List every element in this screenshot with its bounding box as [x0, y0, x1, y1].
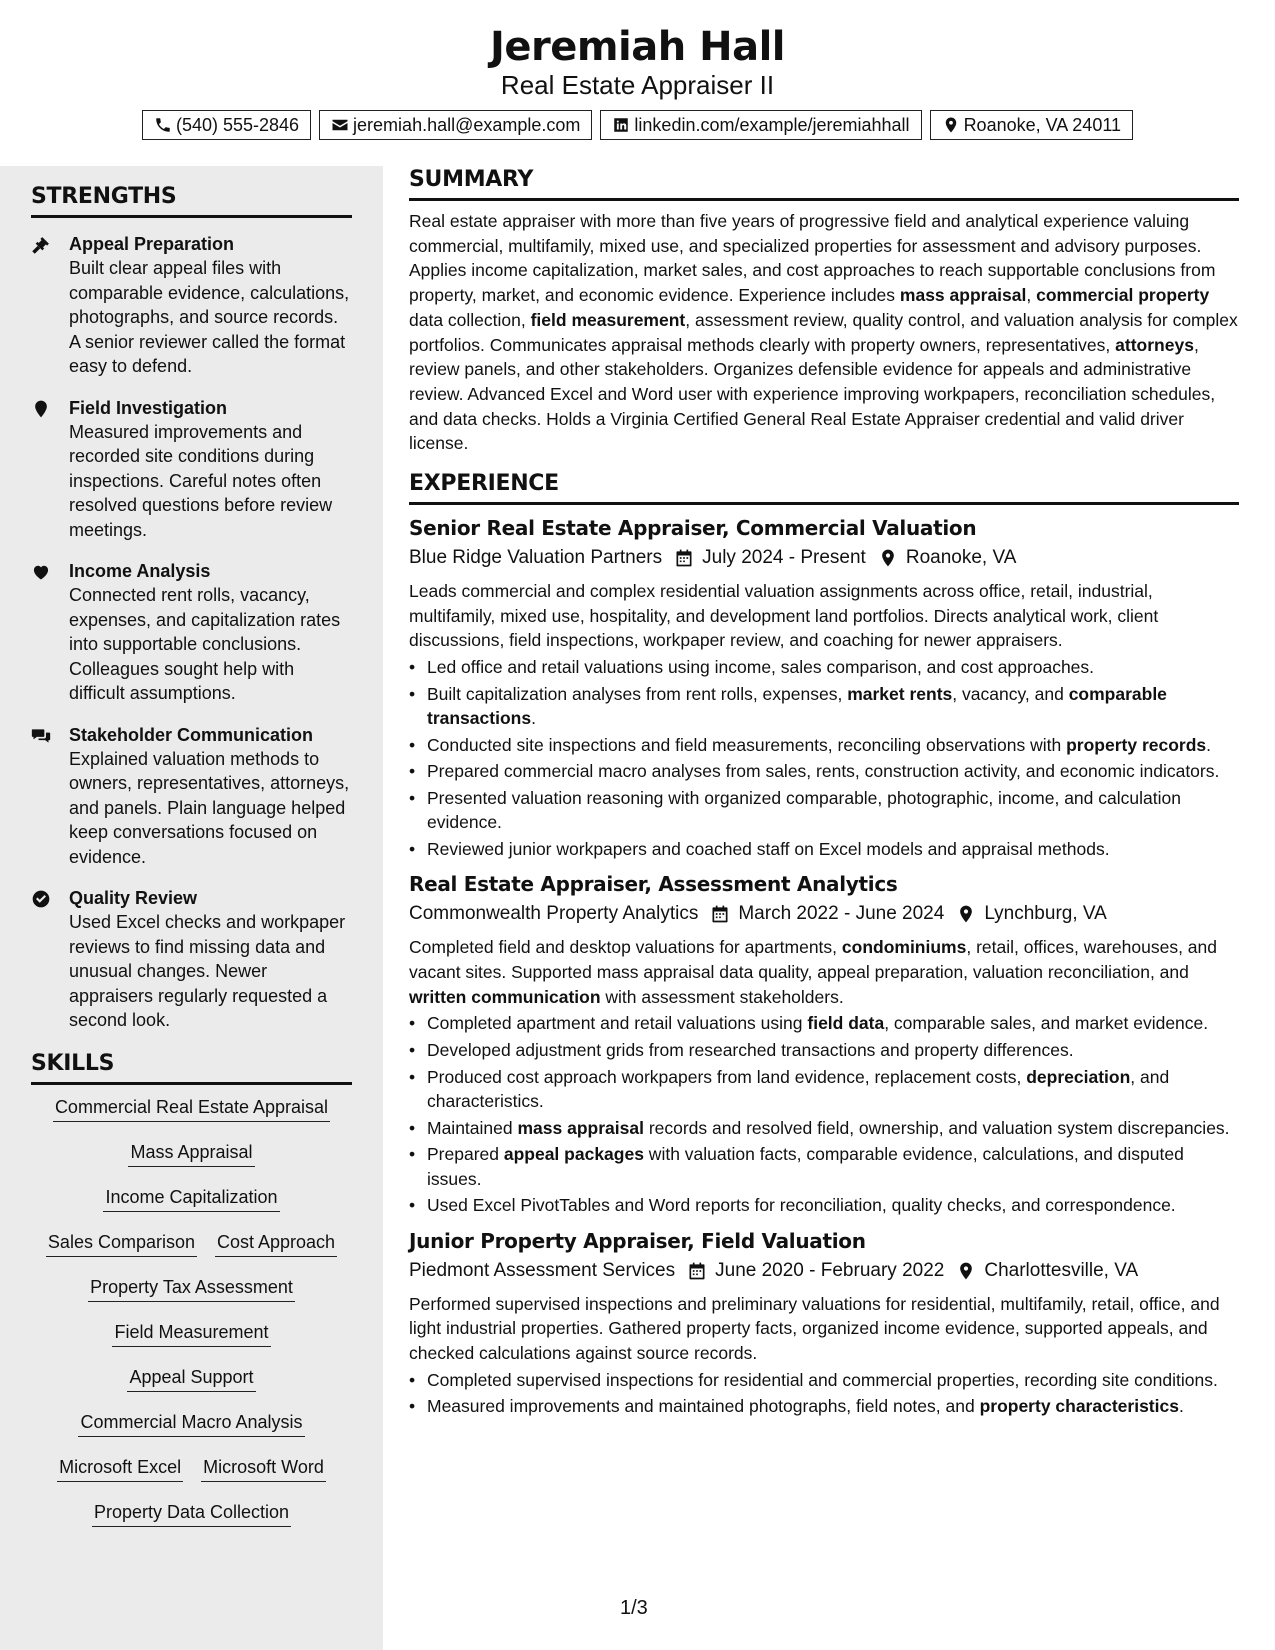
skill-tag: Cost Approach: [215, 1230, 337, 1257]
text-run: Built capitalization analyses from rent rolls, expenses,: [427, 683, 848, 704]
skills-heading: SKILLS: [31, 1050, 352, 1085]
text-run: Conducted site inspections and field measurements, reconciling observations with: [427, 734, 1067, 755]
skill-row: [31, 1275, 352, 1320]
bullet-item: [409, 837, 1239, 861]
map-marker-icon: [878, 548, 898, 568]
contact-linkedin[interactable]: [600, 110, 921, 140]
strength-item: [31, 886, 352, 1033]
job-entry: [409, 513, 1239, 861]
map-marker-icon: [956, 1261, 976, 1281]
job-description: [409, 935, 1239, 1009]
bold-keyword: commercial property: [1036, 285, 1210, 306]
summary-heading: SUMMARY: [409, 166, 1239, 201]
text-run: .: [531, 708, 536, 729]
job-entry: [409, 1226, 1239, 1419]
text-run: Real estate appraiser with more than five years of progressive field and analytical experience valuing commercial, multifamily, mixed use, and specialized properties for assessment and advisory purposes. Applies income capitalization, market sales, and cost approaches to reach supportable conclusions from property, market, and economic evidence. Experience includes: [409, 211, 1216, 306]
text-run: Reviewed junior workpapers and coached staff on Excel models and appraisal methods.: [427, 839, 1110, 860]
experience-heading: EXPERIENCE: [409, 470, 1239, 505]
bullet-item: [409, 1116, 1239, 1140]
job-meta: [409, 1256, 1239, 1286]
text-run: Maintained: [427, 1117, 518, 1138]
strength-title: Field Investigation: [69, 397, 228, 418]
skill-tag: Appeal Support: [127, 1365, 255, 1392]
strength-title: Stakeholder Communication: [69, 724, 314, 745]
phone-text: (540) 555-2846: [175, 115, 300, 135]
skill-row: [31, 1455, 352, 1500]
text-run: Prepared: [427, 1144, 504, 1165]
job-entry: [409, 869, 1239, 1217]
skill-row: [31, 1410, 352, 1455]
bold-keyword: property characteristics: [979, 1396, 1179, 1417]
strength-desc: Connected rent rolls, vacancy, expenses, and capitalization rates into supportable conclusions. Colleagues sought help with difficult assumptions.: [69, 585, 341, 703]
skill-tag: Property Tax Assessment: [88, 1275, 295, 1302]
job-bullets: [409, 1368, 1239, 1419]
job-description: [409, 1292, 1239, 1366]
job-location: Roanoke, VA: [905, 547, 1017, 569]
bullet-item: [409, 1065, 1239, 1113]
skill-tag: Income Capitalization: [103, 1185, 279, 1212]
bold-keyword: depreciation: [1026, 1066, 1131, 1087]
check-circle-icon: [31, 889, 51, 909]
strength-desc: Built clear appeal files with comparable evidence, calculations, photographs, and source records. A senior reviewer called the format easy to defend.: [69, 258, 350, 376]
bullet-item: [409, 1038, 1239, 1062]
contact-phone[interactable]: [142, 110, 311, 140]
strength-desc: Explained valuation methods to owners, representatives, attorneys, and panels. Plain language helped keep conversations focused on evidence.: [69, 748, 350, 867]
job-title: Senior Real Estate Appraiser, Commercial Valuation: [409, 516, 977, 541]
text-run: .: [1178, 1396, 1184, 1417]
strength-item: [31, 396, 352, 543]
job-bullets: [409, 655, 1239, 861]
text-run: , retail, offices, warehouses, and vacant sites. Supported mass appraisal data quality, appeal preparation, valuation reconciliation, and: [409, 937, 1217, 982]
candidate-title: Real Estate Appraiser II: [500, 70, 775, 100]
calendar-icon: [710, 904, 730, 924]
sidebar: [0, 166, 383, 1650]
bullet-item: [409, 1011, 1239, 1035]
bold-keyword: written communication: [409, 986, 601, 1007]
skill-tag: Microsoft Word: [201, 1455, 326, 1482]
job-bullets: [409, 1011, 1239, 1217]
text-run: Measured improvements and maintained photographs, field notes, and: [427, 1396, 980, 1417]
map-marker-icon: [956, 904, 976, 924]
job-dates: June 2020 - February 2022: [715, 1259, 945, 1281]
bullet-item: [409, 682, 1239, 730]
comments-icon: [31, 726, 51, 746]
contact-bar: [0, 110, 1275, 140]
heart-icon: [31, 562, 51, 582]
text-run: Presented valuation reasoning with organized comparable, photographic, income, and calculation evidence.: [427, 788, 1181, 833]
job-location: Lynchburg, VA: [984, 903, 1107, 925]
text-run: , review panels, and other stakeholders. Organizes defensible evidence for appeals and administrative review. Advanced Excel and Word user with experience improving workpapers, reconciliation schedules, and data checks. Holds a Virginia Certified General Real Estate Appraiser credential and valid driver license.: [409, 334, 1216, 454]
job-meta: [409, 543, 1239, 573]
bullet-item: [409, 1394, 1239, 1418]
text-run: .: [1206, 734, 1212, 755]
resume-header: [0, 0, 1275, 142]
text-run: Leads commercial and complex residential valuation assignments across office, retail, industrial, multifamily, mixed use, hospitality, and development land portfolios. Directs analytical work, client discussions, field inspections, workpaper review, and coaching for newer appraisers.: [409, 581, 1159, 651]
skills-list: [31, 1095, 352, 1545]
location-text: Roanoke, VA 24011: [963, 115, 1122, 135]
bullet-item: [409, 733, 1239, 757]
job-company: Commonwealth Property Analytics: [409, 903, 699, 925]
text-run: Prepared commercial macro analyses from sales, rents, construction activity, and economic indicators.: [427, 761, 1220, 782]
text-run: Completed field and desktop valuations for apartments,: [409, 937, 842, 958]
text-run: , vacancy, and: [952, 683, 1069, 704]
bullet-item: [409, 759, 1239, 783]
map-pin-icon: [31, 399, 51, 419]
text-run: Used Excel PivotTables and Word reports for reconciliation, quality checks, and correspondence.: [427, 1195, 1176, 1216]
text-run: with valuation facts, comparable evidence, calculations, and disputed issues.: [427, 1144, 1184, 1189]
calendar-icon: [674, 548, 694, 568]
bullet-item: [409, 1193, 1239, 1217]
bullet-item: [409, 655, 1239, 679]
gavel-icon: [31, 235, 51, 255]
skill-row: [31, 1320, 352, 1365]
linkedin-text: linkedin.com/example/jeremiahhall: [634, 115, 910, 135]
bold-keyword: mass appraisal: [517, 1117, 644, 1138]
text-run: , comparable sales, and market evidence.: [884, 1013, 1209, 1034]
strength-item: [31, 559, 352, 706]
skill-tag: Property Data Collection: [92, 1500, 291, 1527]
phone-icon: [154, 116, 172, 134]
bold-keyword: appeal packages: [503, 1144, 644, 1165]
bold-keyword: field data: [807, 1013, 885, 1034]
skill-tag: Mass Appraisal: [128, 1140, 254, 1167]
text-run: ,: [1026, 285, 1037, 306]
text-run: Developed adjustment grids from researched transactions and property differences.: [427, 1040, 1074, 1061]
skill-tag: Field Measurement: [112, 1320, 270, 1347]
strength-title: Appeal Preparation: [69, 234, 235, 254]
bullet-item: [409, 1368, 1239, 1392]
text-run: Produced cost approach workpapers from land evidence, replacement costs,: [427, 1066, 1027, 1087]
candidate-name: Jeremiah Hall: [489, 24, 786, 70]
bold-keyword: property records: [1066, 734, 1207, 755]
strength-desc: Measured improvements and recorded site conditions during inspections. Careful notes often resolved questions before review meetings.: [69, 421, 333, 540]
bold-keyword: market rents: [847, 683, 953, 704]
text-run: Completed apartment and retail valuations using: [427, 1013, 808, 1034]
strength-title: Income Analysis: [69, 561, 211, 581]
text-run: , and characteristics.: [427, 1066, 1170, 1111]
skill-row: [31, 1140, 352, 1185]
contact-location[interactable]: [930, 110, 1133, 140]
text-run: data collection,: [409, 309, 531, 330]
text-run: , assessment review, quality control, and valuation analysis for complex portfolios. Communicates appraisal methods clearly with property owners, representatives,: [409, 309, 1238, 355]
skill-row: [31, 1095, 352, 1140]
bold-keyword: attorneys: [1115, 334, 1194, 355]
calendar-icon: [687, 1261, 707, 1281]
bold-keyword: condominiums: [841, 937, 967, 958]
email-text: jeremiah.hall@example.com: [353, 115, 581, 135]
text-run: with assessment stakeholders.: [600, 986, 844, 1007]
job-company: Blue Ridge Valuation Partners: [409, 547, 663, 569]
skill-tag: Sales Comparison: [46, 1230, 197, 1257]
strengths-heading: STRENGTHS: [31, 183, 352, 218]
bullet-item: [409, 1142, 1239, 1190]
linkedin-icon: [612, 116, 630, 134]
job-title: Junior Property Appraiser, Field Valuation: [409, 1228, 866, 1253]
job-title: Real Estate Appraiser, Assessment Analytics: [409, 872, 898, 897]
strength-item: [31, 723, 352, 870]
main-column: [409, 166, 1239, 1421]
map-marker-icon: [942, 116, 960, 134]
skill-tag: Microsoft Excel: [57, 1455, 183, 1482]
skill-tag: Commercial Macro Analysis: [78, 1410, 304, 1437]
envelope-icon: [331, 116, 349, 134]
bold-keyword: mass appraisal: [899, 285, 1027, 306]
bold-keyword: comparable transactions: [427, 683, 1167, 729]
job-dates: March 2022 - June 2024: [738, 903, 945, 925]
strength-title: Quality Review: [69, 888, 198, 908]
strength-item: [31, 232, 352, 379]
skill-row: [31, 1365, 352, 1410]
page-number: 1/3: [620, 1597, 648, 1619]
summary-text: [409, 209, 1239, 456]
contact-email[interactable]: [319, 110, 592, 140]
skill-row: [31, 1185, 352, 1230]
skill-row: [31, 1230, 352, 1275]
skill-row: [31, 1500, 352, 1545]
bold-keyword: field measurement: [530, 309, 686, 330]
job-dates: July 2024 - Present: [702, 547, 866, 569]
job-company: Piedmont Assessment Services: [409, 1259, 676, 1281]
text-run: Completed supervised inspections for residential and commercial properties, recording site conditions.: [427, 1369, 1218, 1390]
text-run: Performed supervised inspections and preliminary valuations for residential, multifamily, retail, office, and light industrial properties. Gathered property facts, organized income evidence, supported appeals, and checked calculations against source records.: [409, 1293, 1220, 1363]
job-meta: [409, 899, 1239, 929]
job-description: [409, 579, 1239, 653]
text-run: records and resolved field, ownership, and valuation system discrepancies.: [643, 1117, 1230, 1138]
skill-tag: Commercial Real Estate Appraisal: [53, 1095, 330, 1122]
text-run: Led office and retail valuations using income, sales comparison, and cost approaches.: [427, 657, 1095, 678]
strength-desc: Used Excel checks and workpaper reviews to find missing data and unusual changes. Newer appraisers regularly requested a second look.: [69, 912, 346, 1030]
strengths-list: [31, 232, 352, 1033]
job-location: Charlottesville, VA: [984, 1259, 1139, 1281]
bullet-item: [409, 786, 1239, 834]
